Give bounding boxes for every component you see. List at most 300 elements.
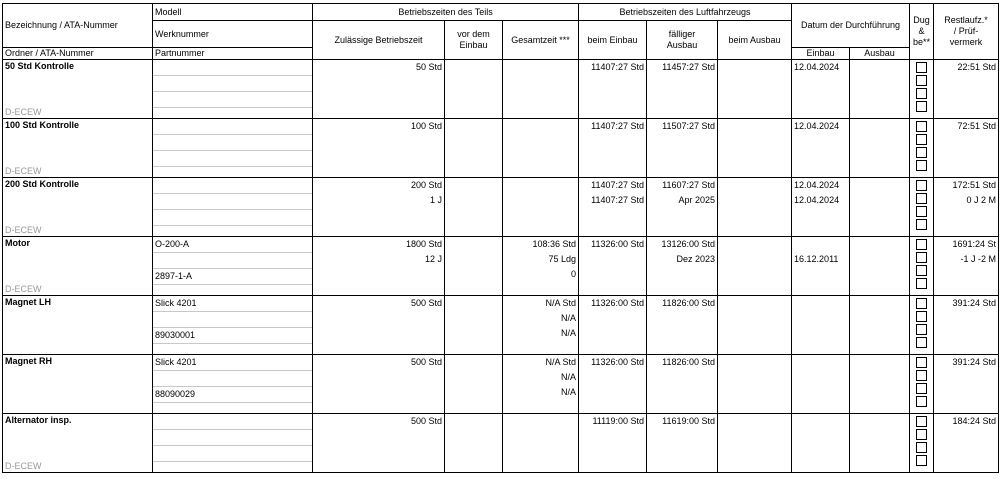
header-ordner: Ordner / ATA-Nummer: [3, 48, 153, 60]
dug-checkbox[interactable]: [916, 193, 927, 204]
dug-checkbox[interactable]: [916, 147, 927, 158]
datum-ausbau-line: [850, 370, 909, 385]
datum-ausbau-line: [850, 237, 909, 252]
restlaufzeit-line: [934, 149, 998, 164]
gesamtzeit-line: [503, 134, 578, 149]
table-body: [3, 60, 999, 473]
beim-ausbau-line: [718, 296, 791, 311]
faelliger-ausbau-cell: [647, 119, 718, 178]
gesamtzeit-line: [503, 444, 578, 459]
vor-einbau-line: [445, 134, 502, 149]
vor-einbau-line: [445, 267, 502, 282]
model-line: [153, 60, 312, 76]
dug-checkbox[interactable]: [916, 429, 927, 440]
datum-ausbau-line: [850, 355, 909, 370]
restlaufzeit-line: [934, 370, 998, 385]
dug-checkbox[interactable]: [916, 121, 927, 132]
datum-einbau-line: [792, 75, 849, 90]
vor-einbau-cell: [445, 296, 503, 355]
item-name-cell: [3, 60, 153, 119]
model-cell: [153, 237, 313, 296]
vor-einbau-line: [445, 208, 502, 223]
faelliger-ausbau-line: [647, 311, 717, 326]
zulaessig-line: 100 Std: [410, 121, 442, 131]
item-name-cell: [3, 355, 153, 414]
item-name: 100 Std Kontrolle: [5, 120, 80, 130]
datum-einbau-line: [792, 326, 849, 341]
datum-ausbau-line: [850, 193, 909, 208]
beim-ausbau-cell: [718, 355, 792, 414]
zulaessig-line: 1800 Std: [405, 239, 442, 249]
header-vor-einbau-line1: vor dem: [457, 29, 490, 39]
beim-einbau-line: [579, 267, 646, 282]
faelliger-ausbau-line: 11619:00 Std: [662, 416, 716, 426]
beim-einbau-cell: [579, 414, 647, 473]
beim-einbau-line: 11119:00 Std: [592, 416, 645, 426]
datum-ausbau-line: [850, 60, 909, 75]
gesamtzeit-line: [503, 429, 578, 444]
datum-ausbau-line: [850, 429, 909, 444]
datum-ausbau-line: [850, 385, 909, 400]
model-line: Slick 4201: [153, 296, 312, 312]
model-cell: [153, 414, 313, 473]
beim-einbau-cell: [579, 178, 647, 237]
dug-checkbox-cell: [910, 414, 934, 473]
faelliger-ausbau-line: Apr 2025: [678, 195, 716, 205]
vor-einbau-cell: [445, 414, 503, 473]
faelliger-ausbau-cell: [647, 296, 718, 355]
datum-einbau-line: [792, 414, 849, 429]
faelliger-ausbau-line: [647, 208, 717, 223]
beim-ausbau-line: [718, 444, 791, 459]
beim-ausbau-line: [718, 193, 791, 208]
zulaessig-line: [313, 385, 444, 400]
beim-ausbau-cell: [718, 119, 792, 178]
datum-einbau-line: [792, 429, 849, 444]
zulaessig-line: [313, 370, 444, 385]
zulaessig-line: 50 Std: [415, 62, 442, 72]
dug-checkbox[interactable]: [916, 324, 927, 335]
restlaufzeit-line: 22:51 Std: [957, 62, 997, 72]
header-dug: [910, 4, 934, 60]
datum-einbau-line: [792, 370, 849, 385]
zulaessig-line: [313, 75, 444, 90]
faelliger-ausbau-line: [647, 326, 717, 341]
header-vor-einbau-line2: Einbau: [459, 40, 488, 50]
item-name: 200 Std Kontrolle: [5, 179, 80, 189]
gesamtzeit-line: N/A Std: [545, 298, 577, 308]
maintenance-table: [2, 3, 999, 473]
faelliger-ausbau-line: 11457:27 Std: [662, 62, 716, 72]
datum-einbau-line: [792, 355, 849, 370]
datum-ausbau-line: [850, 311, 909, 326]
model-line: [153, 446, 312, 462]
datum-ausbau-cell: [850, 60, 910, 119]
gesamtzeit-line: N/A: [561, 387, 577, 397]
gesamtzeit-line: [503, 90, 578, 105]
beim-ausbau-line: [718, 429, 791, 444]
model-line: [153, 371, 312, 387]
dug-checkbox[interactable]: [916, 160, 927, 171]
datum-ausbau-cell: [850, 414, 910, 473]
datum-ausbau-cell: [850, 355, 910, 414]
dug-checkbox[interactable]: [916, 62, 927, 73]
model-line: [153, 76, 312, 92]
datum-einbau-cell: [792, 60, 850, 119]
beim-ausbau-line: [718, 60, 791, 75]
beim-einbau-line: 11407:27 Std: [591, 195, 645, 205]
beim-einbau-cell: [579, 237, 647, 296]
zulaessig-line: [313, 134, 444, 149]
datum-einbau-line: [792, 385, 849, 400]
beim-ausbau-line: [718, 90, 791, 105]
vor-einbau-line: [445, 178, 502, 193]
beim-ausbau-line: [718, 134, 791, 149]
beim-einbau-line: [579, 134, 646, 149]
datum-einbau-cell: [792, 296, 850, 355]
datum-einbau-line: 12.04.2024: [794, 195, 840, 205]
dug-checkbox[interactable]: [916, 265, 927, 276]
beim-ausbau-line: [718, 311, 791, 326]
restlaufzeit-line: [934, 75, 998, 90]
vor-einbau-line: [445, 326, 502, 341]
header-faellig-line1: fälliger: [668, 29, 696, 39]
header-werknummer: Werknummer: [153, 21, 313, 48]
faelliger-ausbau-line: 11607:27 Std: [662, 180, 716, 190]
gesamtzeit-line: N/A Std: [545, 357, 577, 367]
model-line: [153, 312, 312, 328]
table-row: [3, 178, 999, 237]
zulaessig-line: 500 Std: [410, 357, 442, 367]
zulaessig-cell: [313, 355, 445, 414]
model-line: [153, 178, 312, 194]
gesamtzeit-line: [503, 75, 578, 90]
zulaessig-line: 500 Std: [410, 298, 442, 308]
zulaessig-line: [313, 149, 444, 164]
vor-einbau-line: [445, 60, 502, 75]
gesamtzeit-line: [503, 178, 578, 193]
dug-checkbox-cell: [910, 296, 934, 355]
gesamtzeit-line: [503, 149, 578, 164]
gesamtzeit-line: 0: [571, 269, 577, 279]
restlaufzeit-line: 1691:24 St: [952, 239, 997, 249]
beim-ausbau-line: [718, 208, 791, 223]
datum-ausbau-line: [850, 178, 909, 193]
restlaufzeit-cell: [934, 414, 999, 473]
faelliger-ausbau-cell: [647, 60, 718, 119]
vor-einbau-line: [445, 429, 502, 444]
datum-einbau-line: [792, 134, 849, 149]
beim-ausbau-line: [718, 355, 791, 370]
beim-einbau-line: [579, 75, 646, 90]
datum-ausbau-line: [850, 75, 909, 90]
model-line: [153, 119, 312, 135]
restlaufzeit-line: [934, 208, 998, 223]
header-faelliger-ausbau: [647, 21, 718, 60]
dug-checkbox-cell: [910, 355, 934, 414]
datum-einbau-line: [792, 267, 849, 282]
beim-ausbau-line: [718, 414, 791, 429]
table-row: [3, 296, 999, 355]
faelliger-ausbau-cell: [647, 355, 718, 414]
datum-einbau-cell: [792, 414, 850, 473]
zulaessig-line: [313, 444, 444, 459]
beim-einbau-line: [579, 370, 646, 385]
dug-checkbox[interactable]: [916, 75, 927, 86]
beim-einbau-line: [579, 385, 646, 400]
beim-einbau-line: 11407:27 Std: [591, 62, 645, 72]
vor-einbau-line: [445, 311, 502, 326]
dug-checkbox[interactable]: [916, 455, 927, 466]
header-rest-line1: Restlaufz.*: [944, 15, 988, 25]
item-name: Magnet RH: [5, 356, 52, 366]
beim-ausbau-cell: [718, 178, 792, 237]
dug-checkbox[interactable]: [916, 396, 927, 407]
item-name: Magnet LH: [5, 297, 51, 307]
beim-einbau-line: [579, 444, 646, 459]
faelliger-ausbau-line: 11507:27 Std: [662, 121, 716, 131]
beim-einbau-line: [579, 429, 646, 444]
datum-einbau-line: [792, 90, 849, 105]
faelliger-ausbau-line: Dez 2023: [676, 254, 716, 264]
beim-ausbau-line: [718, 326, 791, 341]
beim-ausbau-cell: [718, 414, 792, 473]
datum-einbau-line: [792, 149, 849, 164]
dug-checkbox[interactable]: [916, 88, 927, 99]
restlaufzeit-line: 72:51 Std: [957, 121, 997, 131]
item-name-cell: [3, 178, 153, 237]
faelliger-ausbau-line: [647, 444, 717, 459]
zulaessig-cell: [313, 296, 445, 355]
item-registration: D-ECEW: [5, 284, 42, 294]
dug-checkbox[interactable]: [916, 239, 927, 250]
datum-einbau-cell: [792, 119, 850, 178]
beim-ausbau-line: [718, 119, 791, 134]
beim-einbau-line: 11326:00 Std: [591, 357, 645, 367]
beim-einbau-line: [579, 149, 646, 164]
beim-ausbau-line: [718, 75, 791, 90]
gesamtzeit-cell: [503, 355, 579, 414]
item-registration: D-ECEW: [5, 166, 42, 176]
restlaufzeit-line: [934, 385, 998, 400]
beim-ausbau-line: [718, 149, 791, 164]
vor-einbau-line: [445, 370, 502, 385]
header-dug-line2: &: [918, 26, 925, 36]
dug-checkbox[interactable]: [916, 357, 927, 368]
item-name: Alternator insp.: [5, 415, 72, 425]
faelliger-ausbau-cell: [647, 237, 718, 296]
vor-einbau-line: [445, 252, 502, 267]
zulaessig-cell: [313, 119, 445, 178]
datum-ausbau-line: [850, 90, 909, 105]
header-group-datum: Datum der Durchführung: [792, 4, 910, 48]
vor-einbau-line: [445, 414, 502, 429]
model-line: [153, 253, 312, 269]
datum-ausbau-line: [850, 252, 909, 267]
header-dug-line1: Dug: [913, 15, 930, 25]
datum-einbau-line: [792, 444, 849, 459]
datum-einbau-line: [792, 296, 849, 311]
datum-ausbau-line: [850, 119, 909, 134]
dug-checkbox[interactable]: [916, 370, 927, 381]
model-line: [153, 92, 312, 108]
beim-ausbau-cell: [718, 60, 792, 119]
zulaessig-cell: [313, 60, 445, 119]
table-row: [3, 60, 999, 119]
dug-checkbox[interactable]: [916, 219, 927, 230]
beim-einbau-line: [579, 311, 646, 326]
dug-checkbox-cell: [910, 60, 934, 119]
beim-einbau-line: [579, 252, 646, 267]
dug-checkbox[interactable]: [916, 180, 927, 191]
gesamtzeit-line: N/A: [561, 328, 577, 338]
beim-einbau-cell: [579, 60, 647, 119]
header-group-aircraft: Betriebszeiten des Luftfahrzeugs: [579, 4, 792, 21]
item-registration: D-ECEW: [5, 225, 42, 235]
item-registration: D-ECEW: [5, 107, 42, 117]
beim-ausbau-cell: [718, 237, 792, 296]
dug-checkbox[interactable]: [916, 252, 927, 263]
model-line: Slick 4201: [153, 355, 312, 371]
beim-einbau-line: 11407:27 Std: [591, 180, 645, 190]
zulaessig-line: 200 Std: [410, 180, 442, 190]
gesamtzeit-line: 75 Ldg: [548, 254, 577, 264]
faelliger-ausbau-line: 11826:00 Std: [662, 357, 716, 367]
vor-einbau-cell: [445, 60, 503, 119]
vor-einbau-line: [445, 75, 502, 90]
model-line: [153, 135, 312, 151]
dug-checkbox[interactable]: [916, 442, 927, 453]
model-cell: [153, 119, 313, 178]
gesamtzeit-line: 108:36 Std: [532, 239, 577, 249]
vor-einbau-cell: [445, 119, 503, 178]
gesamtzeit-line: [503, 414, 578, 429]
header-ausbau: Ausbau: [850, 48, 910, 60]
item-name-cell: [3, 296, 153, 355]
datum-ausbau-line: [850, 414, 909, 429]
table-row: [3, 414, 999, 473]
dug-checkbox[interactable]: [916, 416, 927, 427]
beim-ausbau-line: [718, 267, 791, 282]
faelliger-ausbau-line: [647, 370, 717, 385]
zulaessig-line: [313, 267, 444, 282]
vor-einbau-cell: [445, 237, 503, 296]
model-line: [153, 151, 312, 167]
gesamtzeit-line: N/A: [561, 372, 577, 382]
beim-einbau-line: 11326:00 Std: [591, 239, 645, 249]
datum-ausbau-line: [850, 208, 909, 223]
dug-checkbox[interactable]: [916, 311, 927, 322]
restlaufzeit-cell: [934, 355, 999, 414]
zulaessig-line: [313, 429, 444, 444]
datum-einbau-cell: [792, 355, 850, 414]
vor-einbau-line: [445, 296, 502, 311]
header-zulaessig: Zulässige Betriebszeit: [313, 21, 445, 60]
vor-einbau-line: [445, 385, 502, 400]
gesamtzeit-cell: [503, 414, 579, 473]
datum-einbau-line: 12.04.2024: [794, 62, 840, 72]
datum-einbau-line: [792, 237, 849, 252]
faelliger-ausbau-line: [647, 385, 717, 400]
restlaufzeit-line: [934, 311, 998, 326]
table-row: [3, 355, 999, 414]
datum-ausbau-cell: [850, 178, 910, 237]
header-partnummer: Partnummer: [153, 48, 313, 60]
datum-ausbau-line: [850, 296, 909, 311]
datum-einbau-line: 16.12.2011: [794, 254, 839, 264]
faelliger-ausbau-line: [647, 75, 717, 90]
model-cell: [153, 355, 313, 414]
beim-einbau-cell: [579, 296, 647, 355]
dug-checkbox-cell: [910, 237, 934, 296]
beim-ausbau-line: [718, 178, 791, 193]
zulaessig-line: [313, 326, 444, 341]
faelliger-ausbau-line: 11826:00 Std: [662, 298, 716, 308]
dug-checkbox[interactable]: [916, 206, 927, 217]
header-beim-einbau: beim Einbau: [579, 21, 647, 60]
model-cell: [153, 178, 313, 237]
item-name: Motor: [5, 238, 30, 248]
datum-einbau-line: [792, 311, 849, 326]
model-line: O-200-A: [153, 237, 312, 253]
dug-checkbox[interactable]: [916, 101, 927, 112]
restlaufzeit-line: [934, 134, 998, 149]
datum-ausbau-cell: [850, 237, 910, 296]
item-name-cell: [3, 414, 153, 473]
zulaessig-cell: [313, 178, 445, 237]
item-name-cell: [3, 237, 153, 296]
header-beim-ausbau: beim Ausbau: [718, 21, 792, 60]
beim-einbau-cell: [579, 355, 647, 414]
gesamtzeit-line: N/A: [561, 313, 577, 323]
model-line: [153, 430, 312, 446]
vor-einbau-cell: [445, 355, 503, 414]
vor-einbau-line: [445, 444, 502, 459]
beim-ausbau-line: [718, 370, 791, 385]
datum-ausbau-line: [850, 267, 909, 282]
zulaessig-cell: [313, 414, 445, 473]
model-cell: [153, 60, 313, 119]
restlaufzeit-line: 172:51 Std: [952, 180, 997, 190]
datum-ausbau-cell: [850, 119, 910, 178]
item-name: 50 Std Kontrolle: [5, 61, 75, 71]
dug-checkbox[interactable]: [916, 278, 927, 289]
table-row: [3, 237, 999, 296]
header-vor-einbau: [445, 21, 503, 60]
datum-einbau-cell: [792, 237, 850, 296]
gesamtzeit-line: [503, 60, 578, 75]
vor-einbau-line: [445, 90, 502, 105]
beim-ausbau-cell: [718, 296, 792, 355]
item-name-cell: [3, 119, 153, 178]
zulaessig-line: 500 Std: [410, 416, 442, 426]
header-restlaufzeit: [934, 4, 999, 60]
faelliger-ausbau-line: [647, 90, 717, 105]
gesamtzeit-line: [503, 193, 578, 208]
dug-checkbox[interactable]: [916, 298, 927, 309]
dug-checkbox[interactable]: [916, 337, 927, 348]
vor-einbau-cell: [445, 178, 503, 237]
dug-checkbox[interactable]: [916, 383, 927, 394]
faelliger-ausbau-line: [647, 149, 717, 164]
table-row: [3, 119, 999, 178]
model-line: 88090029: [153, 387, 312, 403]
dug-checkbox[interactable]: [916, 134, 927, 145]
faelliger-ausbau-line: [647, 134, 717, 149]
header-rest-line3: vermerk: [949, 37, 983, 47]
zulaessig-cell: [313, 237, 445, 296]
restlaufzeit-line: -1 J -2 M: [960, 254, 997, 264]
